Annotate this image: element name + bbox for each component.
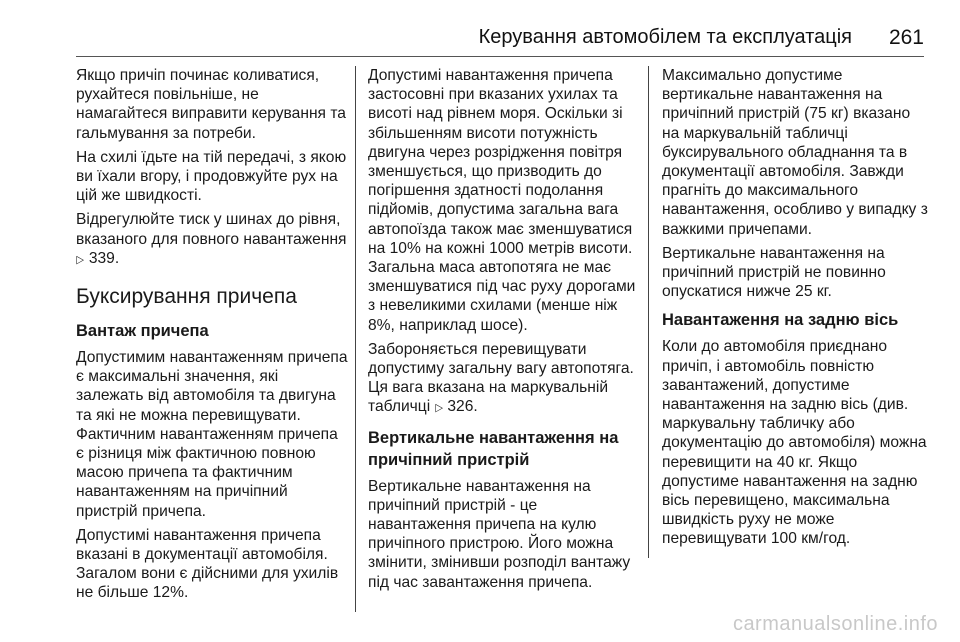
subheading-vertical-load: Вертикальне навантаження на причіпний пристрій bbox=[368, 428, 619, 469]
reference-arrow-icon: ▷ bbox=[76, 253, 85, 266]
paragraph-tyre-pressure bbox=[76, 210, 348, 270]
column-1 bbox=[76, 66, 348, 608]
reference-arrow-icon: ▷ bbox=[434, 402, 443, 415]
section-heading-towing: Буксирування причепа bbox=[76, 285, 297, 309]
paragraph-gross-weight-text: Забороняється перевищувати допустиму загальну вагу автопотяга. Ця вага вказана на маркувальній табличці bbox=[368, 340, 634, 416]
column-3 bbox=[662, 66, 928, 554]
page-reference-link[interactable]: 326. bbox=[447, 398, 478, 416]
paragraph-max-vertical-load: Максимально допустиме вертикальне навантаження на причіпний пристрій (75 кг) вказано на маркувальній табличці буксирувального обладнання та в документації автомобіля. Завжди прагніть до максимального навантаження, особливо у випадку з важкими причепами. bbox=[662, 67, 928, 238]
paragraph-gross-weight bbox=[368, 340, 640, 419]
column-2 bbox=[368, 66, 640, 597]
paragraph-min-vertical-load: Вертикальне навантаження на причіпний пристрій не повинно опускатися нижче 25 кг. bbox=[662, 244, 886, 301]
page-reference-link[interactable]: 339. bbox=[88, 249, 120, 267]
paragraph-load-documentation: Допустимі навантаження причепа вказані в документації автомобіля. Загалом вони є дійсними для ухилів не більше 12%. bbox=[76, 526, 339, 602]
watermark: carmanualsonline.info bbox=[732, 613, 938, 635]
paragraph-downhill: На схилі їдьте на тій передачі, з якою ви їхали вгору, і продовжуйте рух на цій же швидкості. bbox=[76, 148, 347, 205]
page-number: 261 bbox=[888, 26, 924, 49]
paragraph-rear-axle-load: Коли до автомобіля приєднано причіп, і автомобіль повністю завантажений, допустиме навантаження на задню вісь (див. маркувальну табличку або документацію до автомобіля) можна перевищити на 40 кг. Якщо допустиме навантаження на задню вісь перевищено, максимальна швидкість руху не може перевищувати 100 км/год. bbox=[662, 338, 927, 548]
paragraph-tyre-pressure-text: Відрегулюйте тиск у шинах до рівня, вказаного для повного навантаження bbox=[76, 211, 347, 248]
paragraph-altitude: Допустимі навантаження причепа застосовні при вказаних ухилах та висоті над рівнем моря. Оскільки зі збільшенням висоти потужність двигуна через розрідження повітря зменшується, що призводить до погіршення здатності подолання підйомів, допустима загальна вага автопоїзда також має зменшуватися на 10% на кожні 1000 метрів висоти. Загальна маса автопотяга не має зменшуватися під час руху дорогами з невеликими схилами (менше ніж 8%, наприклад шосе). bbox=[368, 67, 636, 334]
paragraph-permissible-load: Допустимим навантаженням причепа є максимальні значення, які залежать від автомобіля та двигуна та які не можна перевищувати. Фактичним навантаженням причепа є різниця між фактичною повною масою причепа та фактичним навантаженням на причіпний пристрій причепа. bbox=[76, 349, 348, 520]
paragraph-vertical-load: Вертикальне навантаження на причіпний пристрій - це навантаження причепа на кулю причіпного пристрою. Його можна змінити, змінивши розподіл вантажу під час завантаження причепа. bbox=[368, 477, 631, 591]
subheading-trailer-load: Вантаж причепа bbox=[76, 322, 209, 341]
page-header bbox=[76, 14, 924, 57]
subheading-rear-axle-load: Навантаження на задню вісь bbox=[662, 311, 899, 330]
column-divider-2 bbox=[648, 66, 649, 558]
paragraph-trailer-sway: Якщо причіп починає коливатися, рухайтеся повільніше, не намагайтеся виправити керування та гальмування за потреби. bbox=[76, 67, 346, 142]
column-divider-1 bbox=[355, 66, 356, 612]
header-title: Керування автомобілем та експлуатація bbox=[478, 26, 852, 48]
